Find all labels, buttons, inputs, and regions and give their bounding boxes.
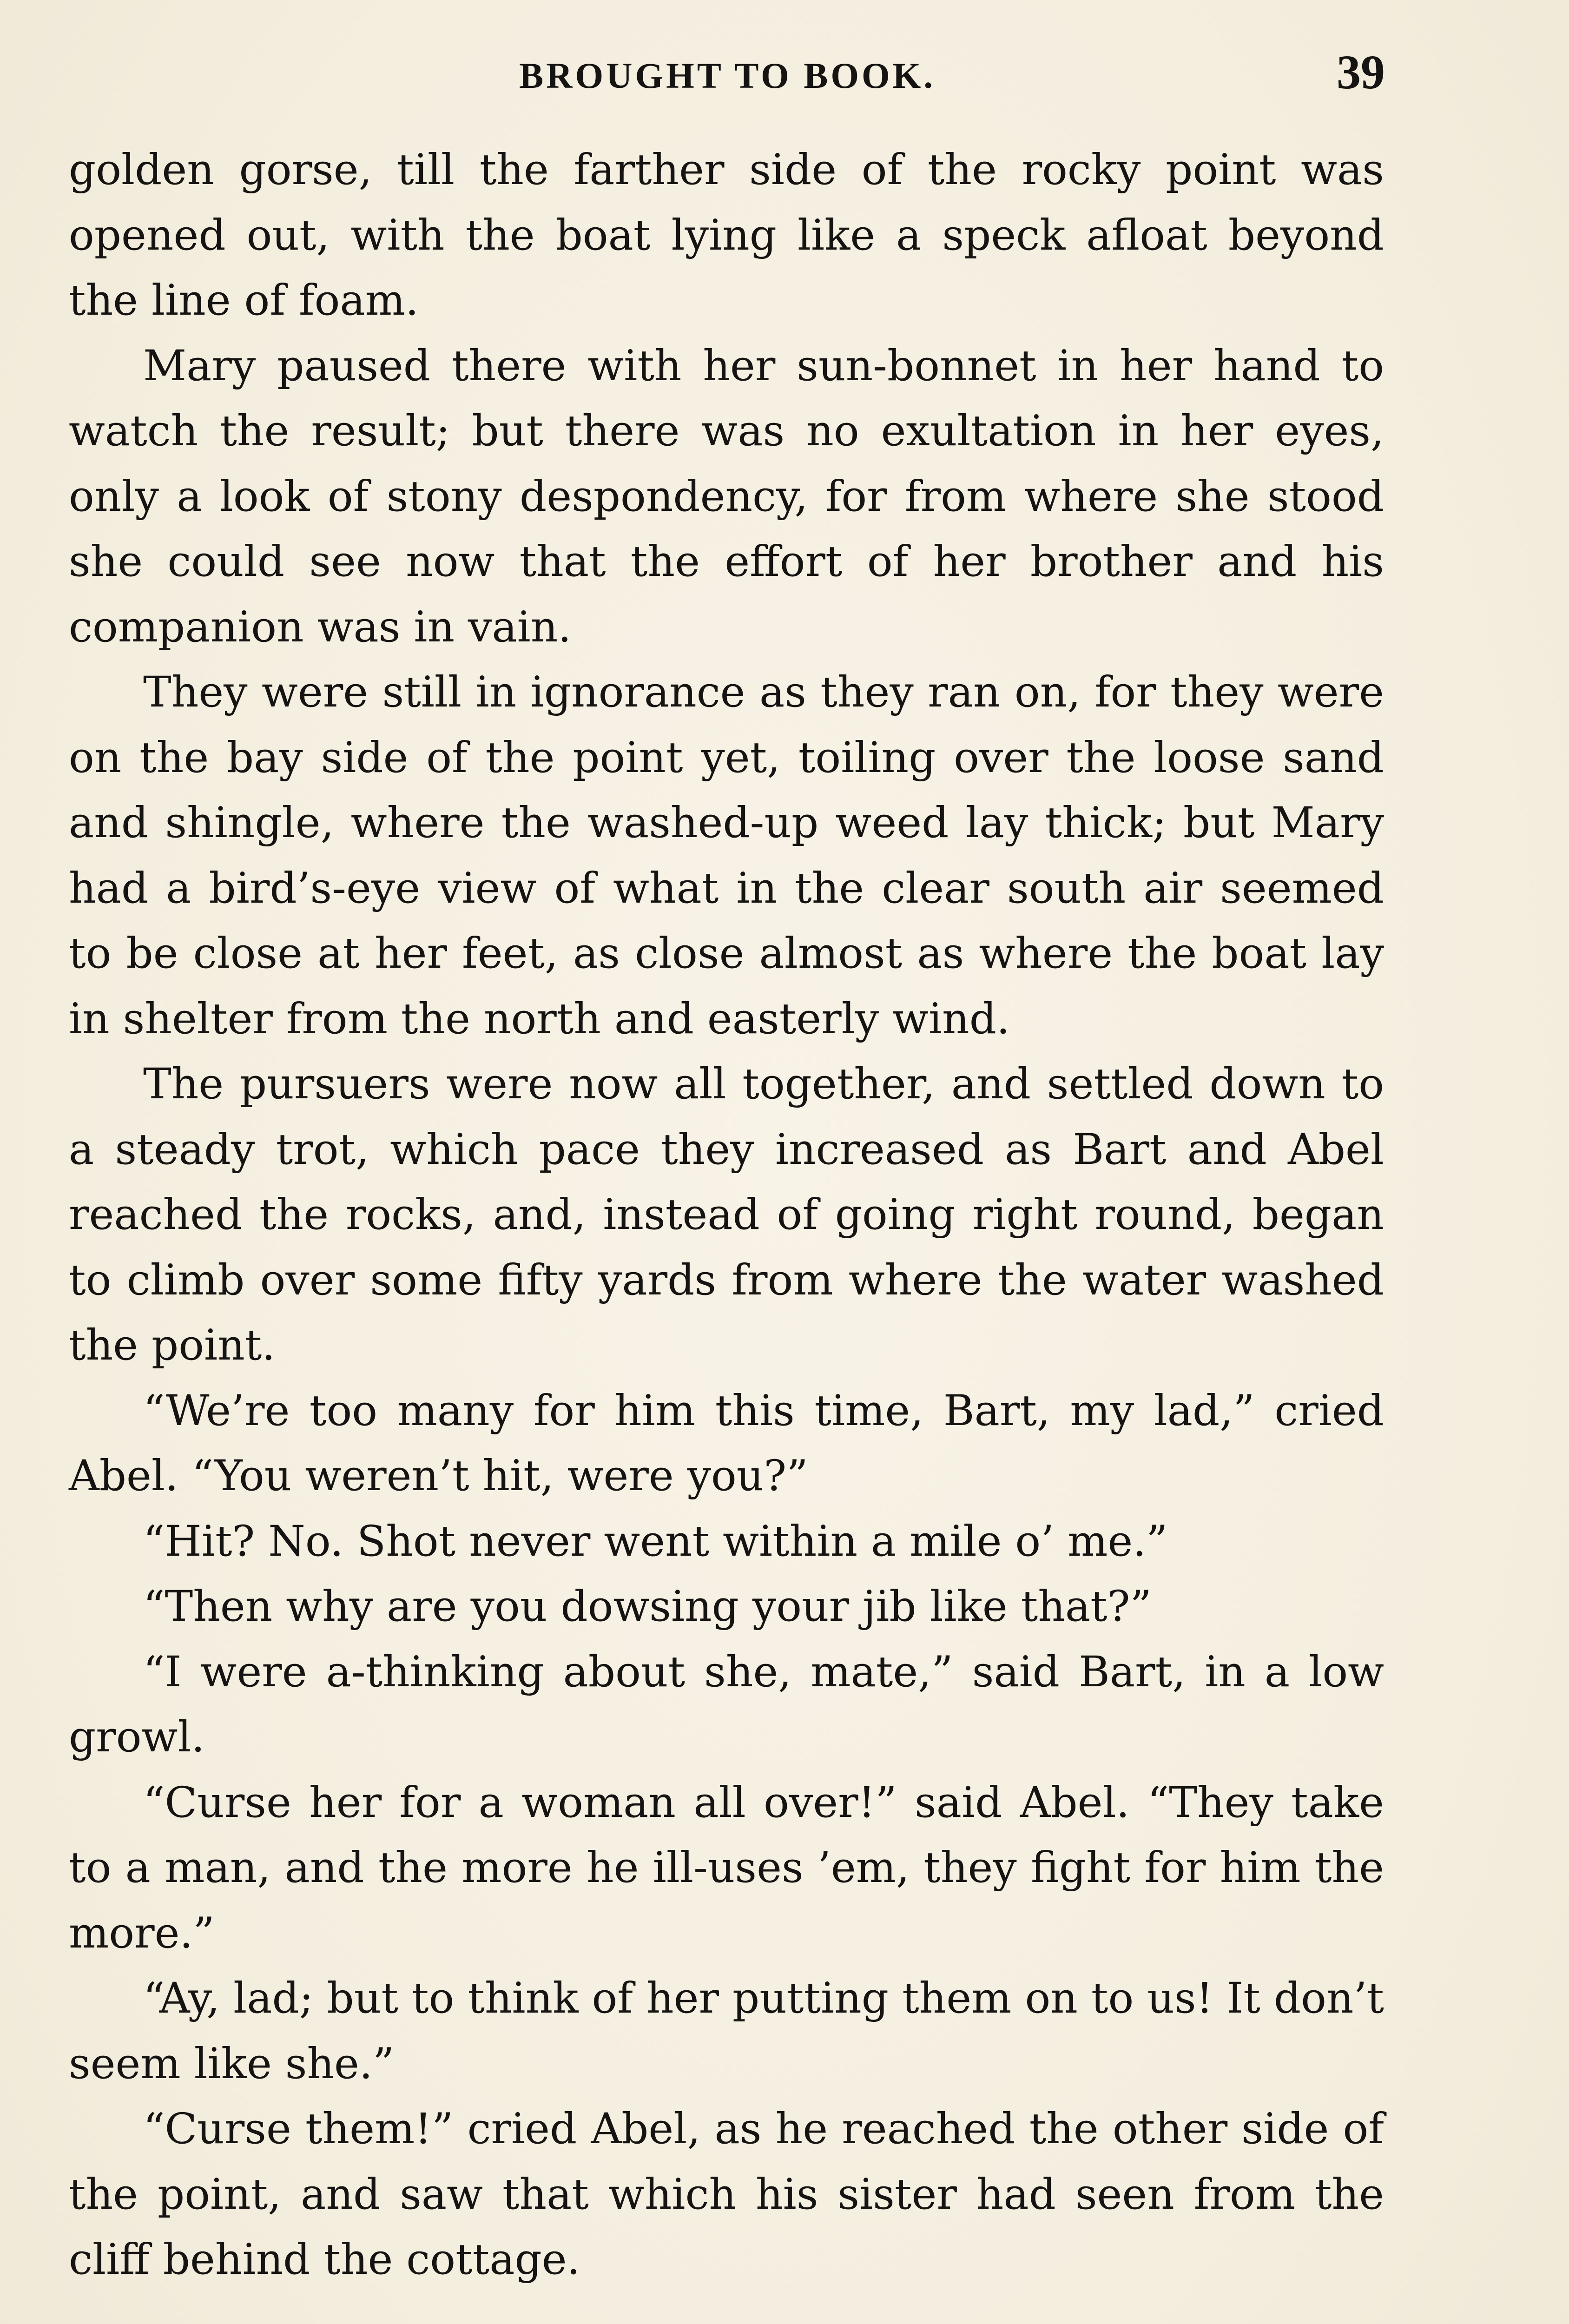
running-title: BROUGHT TO BOOK. bbox=[519, 55, 936, 96]
paragraph: “Hit? No. Shot never went within a mile o’ me.” bbox=[143, 1517, 1168, 1566]
body-text bbox=[69, 138, 1384, 2293]
paragraph: Mary paused there with her sun-bonnet in her hand to watch the result; but there was no exultation in her eyes, only a look of stony despondency, for from where she stood she could see now that the effort of her brother and his companion was in vain. bbox=[69, 341, 1384, 652]
paragraph: “We’re too many for him this time, Bart, my lad,” cried Abel. “You weren’t hit, were you?” bbox=[69, 1386, 1384, 1500]
running-head bbox=[70, 45, 1385, 105]
paragraph: “I were a-thinking about she, mate,” said Bart, in a low growl. bbox=[69, 1647, 1384, 1762]
paragraph: The pursuers were now all together, and settled down to a steady trot, which pace they increased as Bart and Abel reached the rocks, and, instead of going right round, began to climb over some fifty yards from where the water washed the point. bbox=[69, 1060, 1384, 1370]
paragraph: “Curse her for a woman all over!” said Abel. “They take to a man, and the more he ill-uses ’em, they fight for him the more.” bbox=[69, 1778, 1384, 1958]
paragraph: golden gorse, till the farther side of the rocky point was opened out, with the boat lying like a speck afloat beyond the line of foam. bbox=[69, 145, 1384, 325]
paragraph: “Then why are you dowsing your jib like that?” bbox=[143, 1582, 1152, 1631]
page-number: 39 bbox=[1337, 46, 1385, 99]
paragraph: “Ay, lad; but to think of her putting them on to us! It don’t seem like she.” bbox=[69, 1974, 1384, 2088]
paragraph: “Curse them!” cried Abel, as he reached the other side of the point, and saw that which his sister had seen from the cliff behind the cottage. bbox=[69, 2105, 1384, 2284]
paragraph: They were still in ignorance as they ran on, for they were on the bay side of the point yet, toiling over the loose sand and shingle, where the washed-up weed lay thick; but Mary had a bird’s-eye view of what in the clear south air seemed to be close at her feet, as close almost as where the boat lay in shelter from the north and easterly wind. bbox=[69, 668, 1384, 1043]
